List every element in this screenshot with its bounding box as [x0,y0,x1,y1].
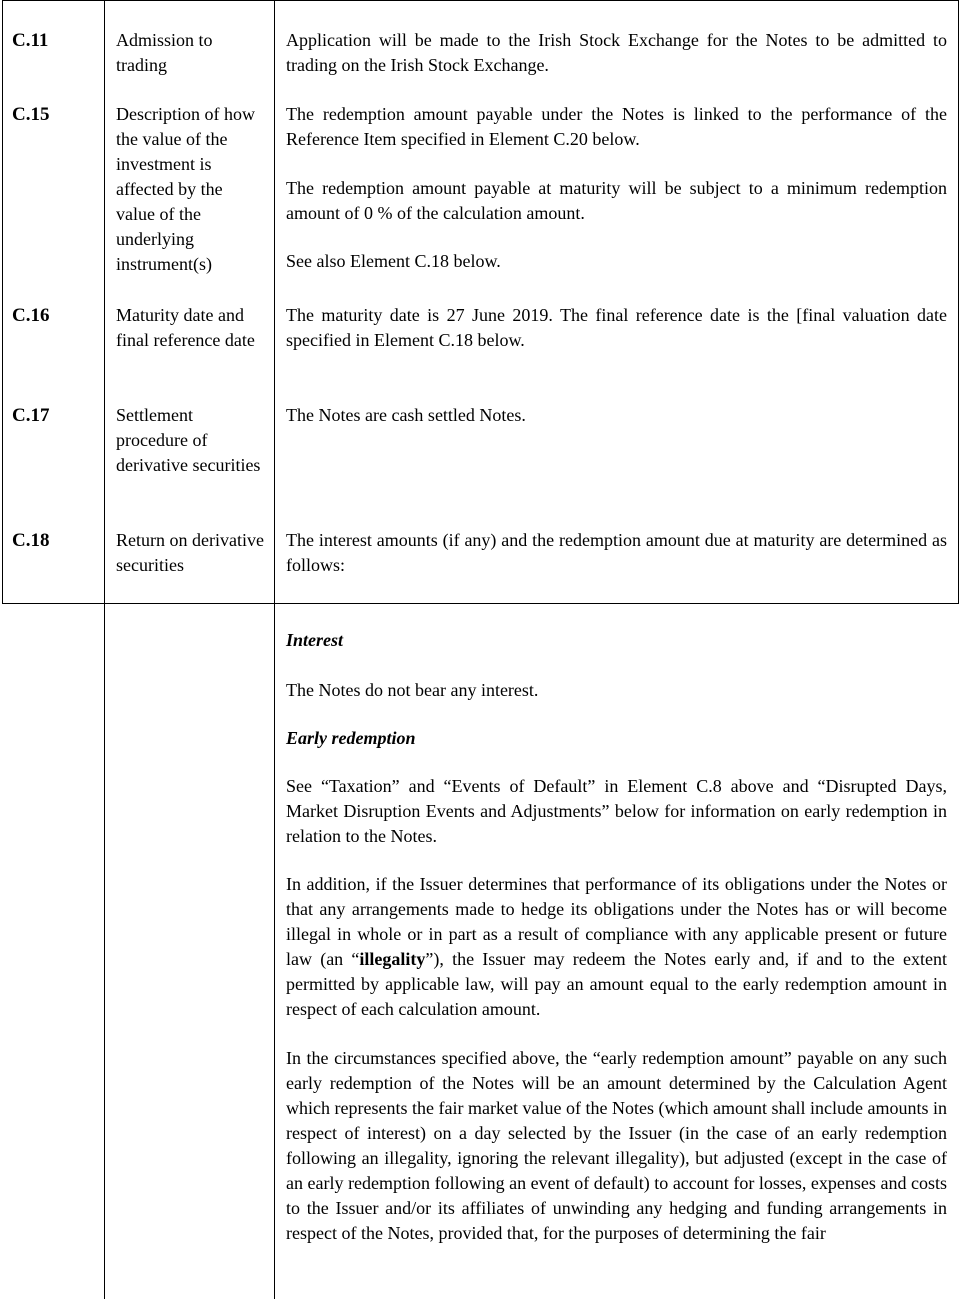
illegality-term: illegality [359,949,426,969]
table-border-top [2,0,959,1]
illegality-text-after: ”), the Issuer may redeem the Notes early and, if and to the extent permitted by applicable law, will pay an amount equal to the early redemption amount in respect of each calculation amount. [286,949,947,1019]
element-code: C.17 [12,405,50,426]
element-title: Admission to trading [116,30,213,75]
paragraph: The redemption amount payable at maturity will be subject to a minimum redemption amount of 0 % of the calculation amount. [286,178,947,223]
illegality-paragraph [286,872,947,1022]
element-description [286,403,947,428]
element-description [286,28,947,78]
table-row-divider [2,603,959,604]
early-redemption-amount-text: In the circumstances specified above, the “early redemption amount” payable on any such early redemption of the Notes will be an amount determined by the Calculation Agent which represents the fair market value of the Notes (which amount shall include amounts in respect of interest) on a day selected by the Issuer (in the case of an early redemption following an illegality, ignoring the relevant illegality), but adjusted (except in the case of an early redemption following an event of default) to account for losses, expenses and costs to the Issuer and/or its affiliates of unwinding any hedging and funding arrangements in respect of the Notes, provided that, for the purposes of determining the fair [286,1048,947,1243]
early-redemption-heading: Early redemption [286,728,416,748]
illegality-text-before: In addition, if the Issuer determines that performance of its obligations under the Notes or that any arrangements made to hedge its obligations under the Notes has or will become illegal in whole or in part as a result of compliance with any applicable present or future law (an “ [286,874,947,969]
element-code: C.16 [12,305,50,326]
return-details [286,628,947,1246]
element-title: Return on derivative securities [116,530,264,575]
element-code: C.11 [12,30,49,51]
paragraph: See also Element C.18 below. [286,251,501,271]
element-title: Settlement procedure of derivative securities [116,405,261,475]
paragraph: The interest amounts (if any) and the redemption amount due at maturity are determined as follows: [286,530,947,575]
element-code: C.15 [12,104,50,125]
paragraph: Application will be made to the Irish Stock Exchange for the Notes to be admitted to trading on the Irish Stock Exchange. [286,30,947,75]
element-description [286,303,947,353]
table-border-left [2,0,3,603]
paragraph: The maturity date is 27 June 2019. The final reference date is the [final valuation date specified in Element C.18 below. [286,305,947,350]
element-description [286,528,947,578]
element-title: Description of how the value of the investment is affected by the value of the underlying instrument(s) [116,104,255,274]
column-divider-1 [104,0,105,1299]
early-redemption-text: See “Taxation” and “Events of Default” in Element C.8 above and “Disrupted Days, Market Disruption Events and Adjustments” below for information on early redemption in relation to the Notes. [286,776,947,846]
column-divider-2 [274,0,275,1299]
paragraph: The Notes are cash settled Notes. [286,405,526,425]
element-title: Maturity date and final reference date [116,305,255,350]
element-code: C.18 [12,530,50,551]
interest-text: The Notes do not bear any interest. [286,680,539,700]
table-border-right [958,0,959,603]
interest-heading: Interest [286,630,344,650]
paragraph: The redemption amount payable under the Notes is linked to the performance of the Reference Item specified in Element C.20 below. [286,104,947,149]
element-description [286,102,947,274]
